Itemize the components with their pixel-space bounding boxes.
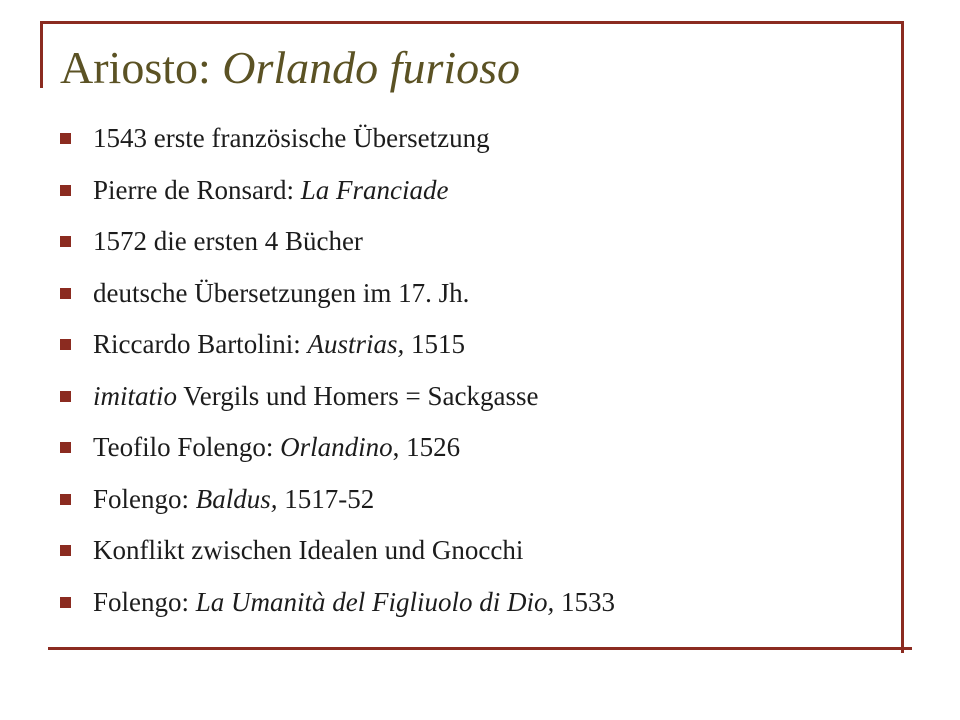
bullet-text-segment: Folengo: <box>93 483 196 514</box>
bullet-list <box>60 113 615 628</box>
slide-title-italic: Orlando furioso <box>222 42 521 93</box>
square-bullet-icon <box>60 133 71 144</box>
bullet-text-italic: Orlandino <box>280 432 393 463</box>
slide-title-plain: Ariosto: <box>60 42 223 93</box>
bullet-text-segment: 1543 erste französische Übersetzung <box>93 123 490 154</box>
left-border-line <box>40 21 43 88</box>
square-bullet-icon <box>60 442 71 453</box>
bullet-item <box>60 371 615 423</box>
square-bullet-icon <box>60 236 71 247</box>
bullet-text-segment: Vergils und Homers = Sackgasse <box>177 380 539 411</box>
bullet-text-italic: Baldus, <box>195 483 278 514</box>
bullet-item <box>60 319 615 371</box>
bullet-text-segment: 1533 <box>554 586 616 617</box>
bullet-text-italic: Austrias, <box>307 329 405 360</box>
bullet-item <box>60 525 615 577</box>
bullet-text-segment: 1572 die ersten 4 Bücher <box>93 226 363 257</box>
bullet-item <box>60 577 615 629</box>
bottom-border-line <box>48 647 912 650</box>
bullet-text-segment: Folengo: <box>93 586 196 617</box>
bullet-text <box>93 123 490 154</box>
bullet-text-segment: Pierre de Ronsard: <box>93 174 301 205</box>
bullet-text-segment: deutsche Übersetzungen im 17. Jh. <box>93 277 470 308</box>
bullet-item <box>60 268 615 320</box>
bullet-text-italic: imitatio <box>93 380 178 411</box>
bullet-item <box>60 474 615 526</box>
bullet-text-segment: Riccardo Bartolini: <box>93 329 308 360</box>
bullet-text-segment: , 1526 <box>392 432 461 463</box>
bullet-text <box>93 381 538 412</box>
bullet-text-italic: La Umanità del Figliuolo di Dio, <box>195 586 555 617</box>
bullet-item <box>60 216 615 268</box>
bullet-text <box>93 329 465 360</box>
bullet-item <box>60 165 615 217</box>
square-bullet-icon <box>60 391 71 402</box>
bullet-text-segment: Teofilo Folengo: <box>93 432 281 463</box>
bullet-text <box>93 587 615 618</box>
square-bullet-icon <box>60 185 71 196</box>
right-border-line <box>901 21 904 653</box>
bullet-text-segment: 1517-52 <box>277 483 375 514</box>
bullet-text <box>93 484 374 515</box>
top-border-line <box>40 21 904 24</box>
square-bullet-icon <box>60 597 71 608</box>
bullet-text-italic: La Franciade <box>300 174 449 205</box>
slide-title <box>60 38 520 98</box>
bullet-text <box>93 535 523 566</box>
square-bullet-icon <box>60 545 71 556</box>
square-bullet-icon <box>60 494 71 505</box>
bullet-item <box>60 422 615 474</box>
bullet-text <box>93 175 448 206</box>
bullet-text <box>93 226 363 257</box>
bullet-text-segment: Konflikt zwischen Idealen und Gnocchi <box>93 535 524 566</box>
bullet-text <box>93 432 460 463</box>
bullet-item <box>60 113 615 165</box>
square-bullet-icon <box>60 339 71 350</box>
bullet-text <box>93 278 469 309</box>
bullet-text-segment: 1515 <box>404 329 465 360</box>
square-bullet-icon <box>60 288 71 299</box>
